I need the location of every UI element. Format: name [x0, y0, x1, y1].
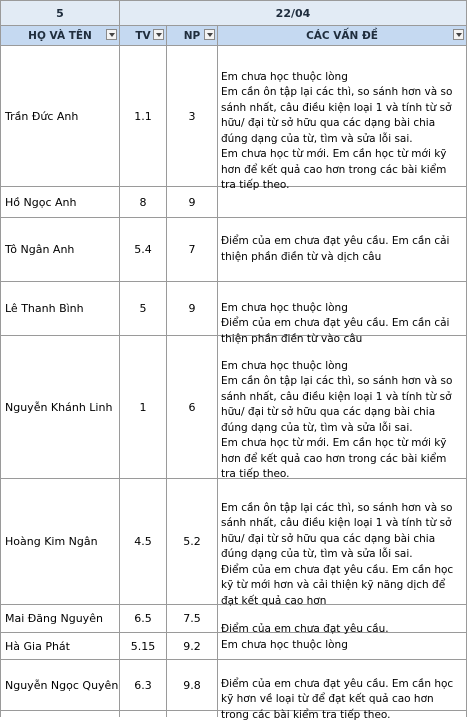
cell-np-score[interactable] [167, 218, 218, 282]
cell-empty[interactable] [120, 711, 167, 717]
student-name: Hà Gia Phát [5, 639, 70, 653]
np-score: 7 [188, 243, 196, 256]
cell-np-score[interactable] [167, 660, 218, 711]
student-name: Trần Đức Anh [5, 109, 79, 123]
date-header-cell[interactable] [120, 0, 467, 26]
cell-issues[interactable] [218, 282, 467, 345]
cell-np-score[interactable] [167, 633, 218, 660]
np-score: 9.8 [183, 678, 201, 692]
np-score: 9.2 [183, 639, 201, 653]
issues-text: Em chưa học thuộc lòng [221, 639, 348, 652]
cell-student-name[interactable] [0, 282, 120, 336]
cell-np-score[interactable] [167, 605, 218, 633]
cell-tv-score[interactable] [120, 605, 167, 633]
cell-np-score[interactable] [167, 46, 218, 187]
cell-empty[interactable] [218, 711, 467, 717]
issues-text: Em chưa học thuộc lòng Em cần ôn tập lại các thì, so sánh hơn và so sánh nhất, câu điều kiện loại 1 và tính từ sở hữu/ đại từ sở hữu qua các dạng bài chia đúng dạng của từ, tìm và sửa lỗi sai. Em chưa học từ mới. Em cần học từ mới kỹ hơn để kết quả cao hơn trong các bài kiểm tra tiếp theo. [221, 70, 453, 191]
cell-issues[interactable] [218, 633, 467, 660]
cell-issues[interactable] [218, 479, 467, 605]
issues-text: Em cần ôn tập lại các thì, so sánh hơn và so sánh nhất, câu điều kiện loại 1 và tính từ sở hữu/ đại từ sở hữu qua các dạng bài chia đúng dạng của từ, tìm và sửa lỗi sai. Điểm của em chưa đạt yêu cầu. Em cần học kỹ từ mới hơn và cải thiện kỹ năng dịch để đạt kết quả cao hơn [221, 501, 454, 607]
cell-tv-score[interactable] [120, 46, 167, 187]
cell-tv-score[interactable] [120, 218, 167, 282]
cell-student-name[interactable] [0, 660, 120, 711]
cell-tv-score[interactable] [120, 660, 167, 711]
student-name: Hồ Ngọc Anh [5, 195, 77, 209]
tv-score: 5 [139, 302, 147, 315]
group-label: 5 [56, 6, 64, 20]
column-header-name-label: HỌ VÀ TÊN [28, 29, 92, 42]
cell-issues[interactable] [218, 46, 467, 191]
issues-text: Điểm của em chưa đạt yêu cầu. [221, 622, 389, 635]
filter-dropdown-icon[interactable] [204, 29, 215, 40]
column-header-name[interactable] [0, 26, 120, 46]
cell-issues[interactable] [218, 218, 467, 282]
student-name: Tô Ngân Anh [5, 243, 75, 256]
cell-student-name[interactable] [0, 218, 120, 282]
cell-tv-score[interactable] [120, 336, 167, 479]
cell-np-score[interactable] [167, 336, 218, 479]
column-header-np-label: NP [183, 29, 201, 42]
date-label: 22/04 [275, 6, 311, 20]
cell-issues[interactable] [218, 336, 467, 479]
tv-score: 4.5 [134, 535, 152, 548]
column-header-tv-label: TV [135, 29, 151, 42]
cell-tv-score[interactable] [120, 479, 167, 605]
np-score: 9 [188, 302, 196, 315]
filter-dropdown-icon[interactable] [106, 29, 117, 40]
tv-score: 6.5 [134, 612, 152, 625]
cell-np-score[interactable] [167, 282, 218, 336]
cell-np-score[interactable] [167, 187, 218, 218]
column-header-np[interactable] [167, 26, 218, 46]
cell-tv-score[interactable] [120, 633, 167, 660]
np-score: 5.2 [183, 535, 201, 548]
cell-np-score[interactable] [167, 479, 218, 605]
column-header-issues[interactable] [218, 26, 467, 46]
student-name: Lê Thanh Bình [5, 302, 84, 315]
tv-score: 6.3 [134, 678, 152, 692]
np-score: 6 [188, 400, 196, 414]
cell-issues[interactable] [218, 605, 467, 633]
cell-empty[interactable] [0, 711, 120, 717]
column-header-issues-label: CÁC VẤN ĐỀ [306, 29, 378, 42]
tv-score: 1.1 [134, 109, 152, 123]
issues-text: Điểm của em chưa đạt yêu cầu. Em cần cải thiện phần điền từ và dịch câu [221, 235, 450, 263]
cell-student-name[interactable] [0, 336, 120, 479]
cell-issues[interactable] [218, 187, 467, 218]
tv-score: 5.4 [134, 243, 152, 256]
cell-student-name[interactable] [0, 479, 120, 605]
cell-issues[interactable] [218, 660, 467, 721]
cell-student-name[interactable] [0, 633, 120, 660]
np-score: 3 [188, 109, 196, 123]
np-score: 7.5 [183, 612, 201, 625]
cell-empty[interactable] [167, 711, 218, 717]
issues-text: Em chưa học thuộc lòng Em cần ôn tập lại các thì, so sánh hơn và so sánh nhất, câu điều kiện loại 1 và tính từ sở hữu/ đại từ sở hữu qua các dạng bài chia đúng dạng của từ, tìm và sửa lỗi sai. Em chưa học từ mới. Em cần học từ mới kỹ hơn để kết quả cao hơn trong các bài kiểm tra tiếp theo. [221, 359, 453, 480]
filter-dropdown-icon[interactable] [153, 29, 164, 40]
issues-text: Em chưa học thuộc lòng Điểm của em chưa đạt yêu cầu. Em cần cải thiện phần điền từ vào câu [221, 301, 450, 345]
filter-dropdown-icon[interactable] [453, 29, 464, 40]
tv-score: 1 [139, 400, 147, 414]
tv-score: 5.15 [130, 639, 156, 653]
tv-score: 8 [139, 195, 147, 209]
student-name: Hoàng Kim Ngân [5, 535, 98, 548]
column-header-tv[interactable] [120, 26, 167, 46]
cell-student-name[interactable] [0, 605, 120, 633]
issues-text: Điểm của em chưa đạt yêu cầu. Em cần học kỹ hơn về loại từ để đạt kết quả cao hơn trong các bài kiểm tra tiếp theo. [221, 677, 454, 721]
cell-student-name[interactable] [0, 46, 120, 187]
np-score: 9 [188, 195, 196, 209]
cell-tv-score[interactable] [120, 282, 167, 336]
student-name: Nguyễn Ngọc Quyên [5, 678, 119, 692]
group-header-cell[interactable] [0, 0, 120, 26]
cell-student-name[interactable] [0, 187, 120, 218]
cell-tv-score[interactable] [120, 187, 167, 218]
student-name: Nguyễn Khánh Linh [5, 400, 113, 414]
student-name: Mai Đăng Nguyên [5, 612, 103, 625]
